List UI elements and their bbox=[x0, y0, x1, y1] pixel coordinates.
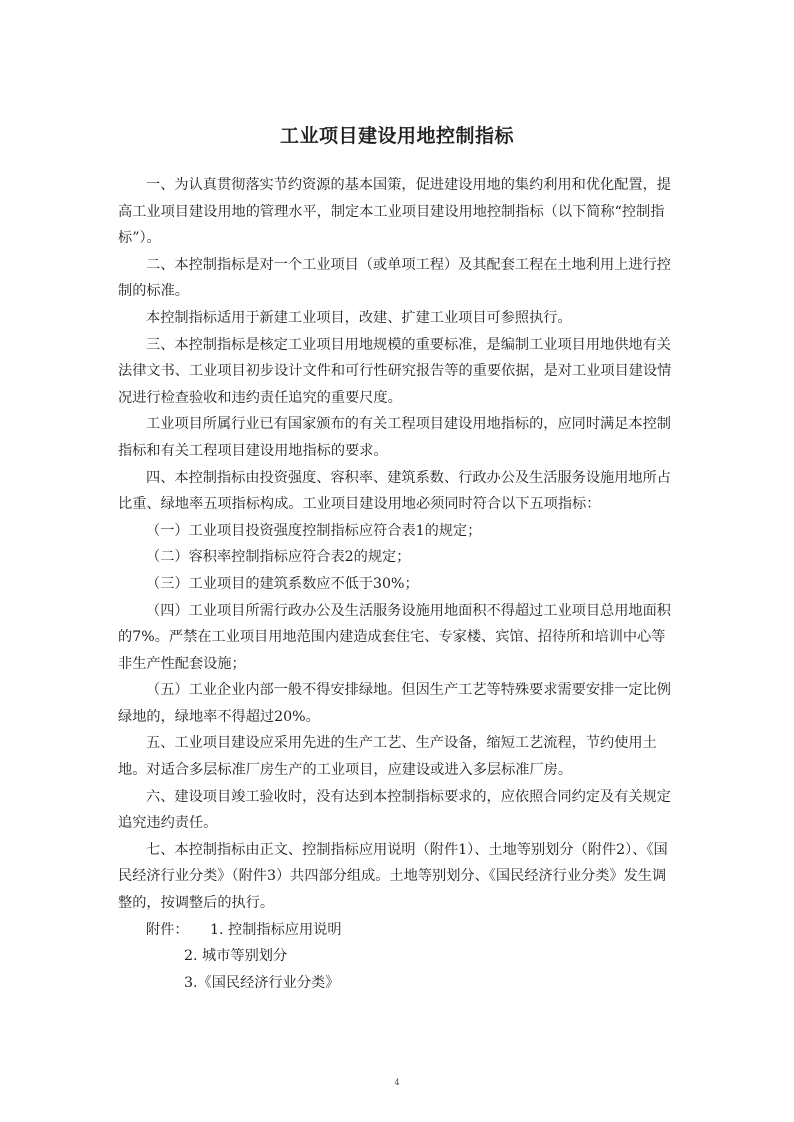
attachment-item: 3.《国民经济行业分类》 bbox=[184, 974, 340, 991]
attachment-item: 2. 城市等别划分 bbox=[184, 948, 288, 965]
paragraph: 四、本控制指标由投资强度、容积率、建筑系数、行政办公及生活服务设施用地所占比重、绿地率五项指标构成。工业项目建设用地必须同时符合以下五项指标： bbox=[118, 469, 671, 513]
paragraph: 二、本控制指标是对一个工业项目（或单项工程）及其配套工程在土地利用上进行控制的标准。 bbox=[118, 256, 671, 300]
paragraph: 五、工业项目建设应采用先进的生产工艺、生产设备，缩短工艺流程，节约使用土地。对适合多层标准厂房生产的工业项目，应建设或进入多层标准厂房。 bbox=[118, 735, 657, 779]
paragraph: 七、本控制指标由正文、控制指标应用说明（附件1）、土地等别划分（附件2）、《国民经济行业分类》（附件3）共四部分组成。土地等别划分、《国民经济行业分类》发生调整的，按调整后的执行。 bbox=[118, 841, 668, 912]
paragraph: （四）工业项目所需行政办公及生活服务设施用地面积不得超过工业项目总用地面积的7%。严禁在工业项目用地范围内建造成套住宅、专家楼、宾馆、招待所和培训中心等非生产性配套设施； bbox=[118, 602, 671, 672]
paragraph: 三、本控制指标是核定工业项目用地规模的重要标准，是编制工业项目用地供地有关法律文书、工业项目初步设计文件和可行性研究报告等的重要依据，是对工业项目建设情况进行检查验收和违约责任追究的重要尺度。 bbox=[118, 336, 672, 406]
paragraph: 一、为认真贯彻落实节约资源的基本国策，促进建设用地的集约利用和优化配置，提高工业项目建设用地的管理水平，制定本工业项目建设用地控制指标（以下简称“控制指标”）。 bbox=[118, 177, 671, 247]
paragraph: 本控制指标适用于新建工业项目，改建、扩建工业项目可参照执行。 bbox=[146, 309, 572, 326]
document-title: 工业项目建设用地控制指标 bbox=[279, 125, 514, 147]
attachments-label: 附件： bbox=[146, 921, 189, 938]
paragraph: 六、建设项目竣工验收时，没有达到本控制指标要求的，应依照合同约定及有关规定追究违约责任。 bbox=[118, 788, 671, 832]
paragraph: （五）工业企业内部一般不得安排绿地。但因生产工艺等特殊要求需要安排一定比例绿地的，绿地率不得超过20%。 bbox=[118, 682, 671, 725]
page-number: 4 bbox=[394, 1078, 400, 1087]
paragraph: （三）工业项目的建筑系数应不低于30%； bbox=[146, 575, 419, 592]
attachments-list bbox=[118, 917, 678, 997]
paragraph: （一）工业项目投资强度控制指标应符合表1的规定； bbox=[146, 522, 482, 539]
attachment-item: 1. 控制指标应用说明 bbox=[210, 921, 342, 938]
paragraph: 工业项目所属行业已有国家颁布的有关工程项目建设用地指标的，应同时满足本控制指标和有关工程项目建设用地指标的要求。 bbox=[118, 416, 671, 459]
document-body bbox=[118, 172, 678, 996]
paragraph: （二）容积率控制指标应符合表2的规定； bbox=[146, 549, 411, 566]
